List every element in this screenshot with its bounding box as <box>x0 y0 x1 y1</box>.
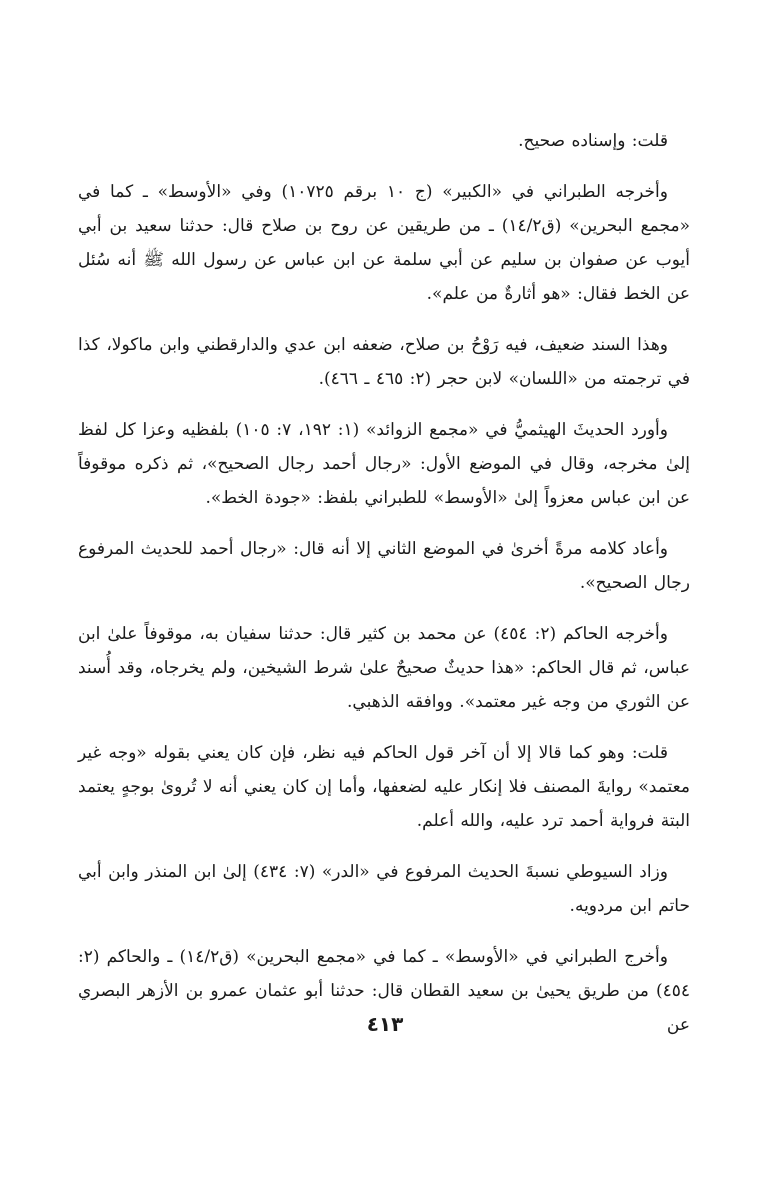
paragraph-5: وأعاد كلامه مرةً أخرىٰ في الموضع الثاني إلا أنه قال: «رجال أحمد للحديث المرفوع رجال الصحيح». <box>78 539 690 593</box>
paragraph-4: وأورد الحديثَ الهيثميُّ في «مجمع الزوائد» (١: ١٩٢، ٧: ١٠٥) بلفظيه وعزا كل لفظ إلىٰ مخرجه، وقال في الموضع الأول: «رجال أحمد رجال الصحيح»، ثم ذكره موقوفاً عن ابن عباس معزواً إلىٰ «الأوسط» للطبراني بلفظ: «جودة الخط». <box>78 420 690 508</box>
paragraph-7: قلت: وهو كما قالا إلا أن آخر قول الحاكم فيه نظر، فإن كان يعني بقوله «وجه غير معتمد» روايةَ المصنف فلا إنكار عليه لضعفها، وأما إن كان يعني أنه لا تُروىٰ بوجهٍ يعتمد البتة فرواية أحمد ترد عليه، والله أعلم. <box>78 743 690 831</box>
paragraph-8: وزاد السيوطي نسبةَ الحديث المرفوع في «الدر» (٧: ٤٣٤) إلىٰ ابن المنذر وابن أبي حاتم ابن مردويه. <box>78 862 690 916</box>
page-number: ٤١٣ <box>366 1012 404 1036</box>
paragraph-2: وأخرجه الطبراني في «الكبير» (ج ١٠ برقم ١٠٧٢٥) وفي «الأوسط» ـ كما في «مجمع البحرين» (ق١٤/٢) ـ من طريقين عن روح بن صلاح قال: حدثنا سعيد بن أبي أيوب عن صفوان بن سليم عن أبي سلمة عن ابن عباس عن رسول الله ﷺ أنه سُئل عن الخط فقال: «هو أثارةٌ من علم». <box>78 182 690 304</box>
paragraph-3: وهذا السند ضعيف، فيه رَوْحُ بن صلاح، ضعفه ابن عدي والدارقطني وابن ماكولا، كذا في ترجمته من «اللسان» لابن حجر (٢: ٤٦٥ ـ ٤٦٦). <box>78 335 690 389</box>
paragraph-6: وأخرجه الحاكم (٢: ٤٥٤) عن محمد بن كثير قال: حدثنا سفيان به، موقوفاً علىٰ ابن عباس، ثم قال الحاكم: «هذا حديثٌ صحيحٌ علىٰ شرط الشيخين، ولم يخرجاه، وقد أُسند عن الثوري من وجه غير معتمد». ووافقه الذهبي. <box>78 624 690 712</box>
paragraph-1: قلت: وإسناده صحيح. <box>518 131 668 151</box>
paragraph-9: وأخرج الطبراني في «الأوسط» ـ كما في «مجمع البحرين» (ق١٤/٢) ـ والحاكم (٢: ٤٥٤) من طريق يحيىٰ بن سعيد القطان قال: حدثنا أبو عثمان عمرو بن الأزهر البصري عن <box>78 947 690 1035</box>
page-body <box>78 124 690 1042</box>
